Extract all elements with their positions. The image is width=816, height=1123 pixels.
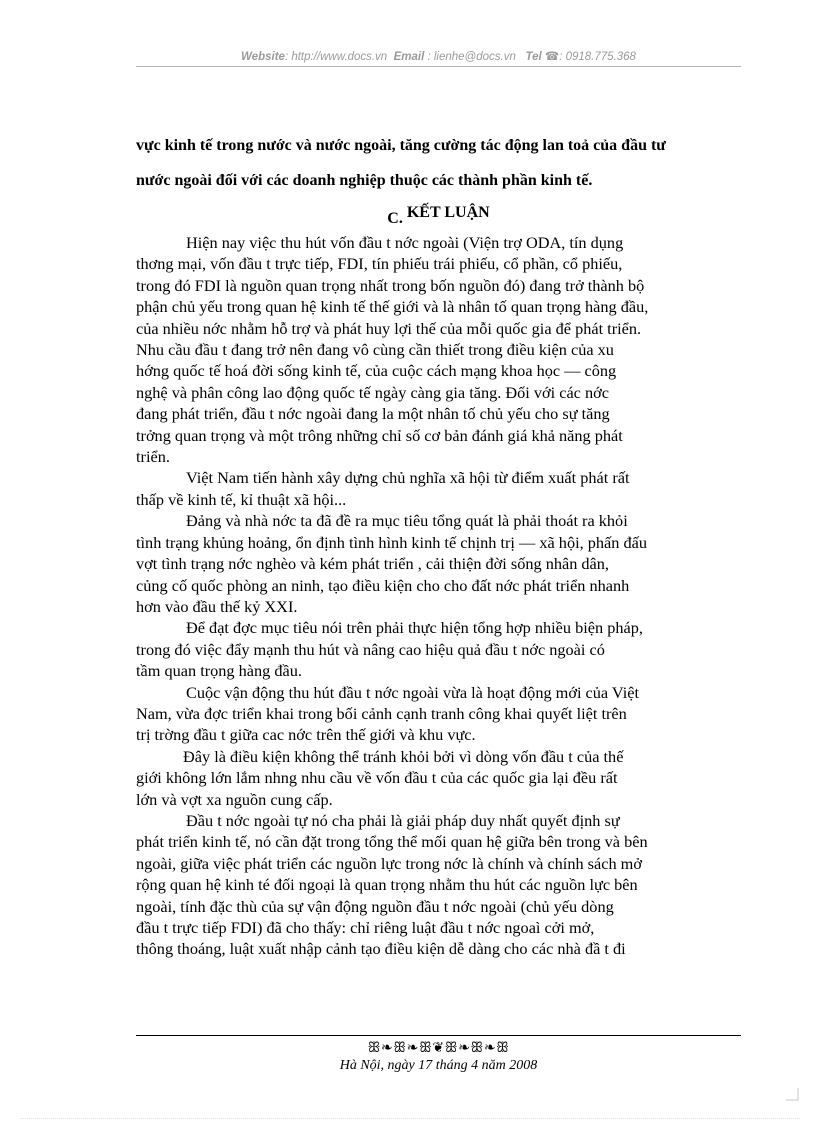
text-line: Cuộc vận động thu hút đầu t nớc ngoài vừa là hoạt động mới của Việt bbox=[186, 682, 639, 702]
text-line: lớn và vợt xa nguồn cung cấp. bbox=[136, 789, 333, 809]
text-line: triển. bbox=[136, 447, 170, 467]
section-number: C. bbox=[387, 210, 403, 227]
corner-mark-icon bbox=[785, 1087, 799, 1101]
intro-text bbox=[136, 128, 741, 198]
section-heading bbox=[136, 204, 741, 227]
text-line: Để đạt đợc mục tiêu nói trên phải thực hiện tổng hợp nhiều biện pháp, bbox=[186, 618, 643, 638]
text-line: của nhiều nớc nhằm hỗ trợ và phát huy lợi thế của mỗi quốc gia để phát triển. bbox=[136, 318, 642, 338]
text-line: nghệ và phân công lao động quốc tế ngày càng gia tăng. Đối với các nớc bbox=[136, 382, 609, 402]
text-line: thơng mại, vốn đầu t trực tiếp, FDI, tín phiếu trái phiếu, cổ phần, cổ phiếu, bbox=[136, 254, 623, 274]
text-line: Đầu t nớc ngoài tự nó cha phải là giải pháp duy nhất quyết định sự bbox=[186, 810, 620, 830]
text-line: trởng quan trọng và một trông những chỉ số cơ bản đánh giá khả năng phát bbox=[136, 425, 623, 445]
text-line: giới không lớn lắm nhng nhu cầu về vốn đầu t của các quốc gia lại đều rất bbox=[136, 768, 618, 788]
text-line: Nhu cầu đầu t đang trở nên đang vô cùng cần thiết trong điều kiện của xu bbox=[136, 340, 614, 360]
text-line: đang phát triển, đầu t nớc ngoài đang la một nhân tố chủ yếu cho sự tăng bbox=[136, 404, 610, 424]
paragraph-2 bbox=[136, 467, 741, 510]
text-line: ngoài, tính đặc thù của sự vận động nguồn đầu t nớc ngoài (chủ yếu dòng bbox=[136, 896, 614, 916]
paragraph-7 bbox=[136, 810, 741, 960]
intro-line-2: nước ngoài đối với các doanh nghiệp thuộc các thành phần kinh tế. bbox=[136, 172, 593, 189]
text-line: củng cố quốc phòng an ninh, tạo điều kiện cho cho đất nớc phát triển nhanh bbox=[136, 575, 630, 595]
footer-divider bbox=[136, 1035, 741, 1036]
text-line: Hiện nay việc thu hút vốn đầu t nớc ngoài (Viện trợ ODA, tín dụng bbox=[186, 233, 624, 252]
text-line: hớng quốc tế hoá đời sống kinh tế, của cuộc cách mạng khoa học — công bbox=[136, 361, 617, 381]
tel-value: ☎: 0918.775.368 bbox=[541, 51, 636, 63]
section-title: KẾT LUẬN bbox=[406, 204, 490, 221]
text-line: tầm quan trọng hàng đầu. bbox=[136, 661, 302, 681]
paragraph-1 bbox=[136, 232, 741, 467]
header-divider bbox=[136, 66, 741, 67]
text-line: Việt Nam tiến hành xây dựng chủ nghĩa xã hội từ điểm xuất phát rất bbox=[186, 468, 630, 488]
paragraph-3 bbox=[136, 510, 741, 617]
intro-line-1: vực kinh tế trong nước và nước ngoài, tăng cường tác động lan toả của đầu tư bbox=[136, 137, 666, 154]
footer-date: Hà Nội, ngày 17 tháng 4 năm 2008 bbox=[339, 1058, 538, 1073]
page-bottom-border bbox=[20, 1118, 800, 1119]
paragraph-5 bbox=[136, 682, 741, 746]
text-line: thấp về kinh tế, kỉ thuật xã hội... bbox=[136, 489, 347, 509]
text-line: phận chủ yếu trong quan hệ kinh tế thế giới và là nhân tố quan trọng hàng đầu, bbox=[136, 297, 649, 317]
website-value[interactable]: : http://www.docs.vn bbox=[284, 51, 388, 63]
page-header bbox=[136, 49, 741, 63]
text-line: ngoài, giữa việc phát triển các nguồn lực trong nớc là chính và chính sách mở bbox=[136, 853, 642, 873]
paragraph-6 bbox=[136, 746, 741, 810]
email-value[interactable]: : lienhe@docs.vn bbox=[424, 51, 516, 63]
tel-label: Tel bbox=[525, 51, 542, 63]
email-label: Email bbox=[393, 51, 425, 63]
text-line: vợt tình trạng nớc nghèo và kém phát triển , cải thiện đời sống nhân dân, bbox=[136, 554, 609, 574]
paragraph-4 bbox=[136, 617, 741, 681]
document-body bbox=[136, 232, 741, 960]
text-line: Đảng và nhà nớc ta đã đề ra mục tiêu tổng quát là phải thoát ra khỏi bbox=[186, 511, 628, 531]
text-line: hơn vào đầu thế kỷ XXI. bbox=[136, 596, 298, 616]
text-line: tình trạng khủng hoảng, ổn định tình hình kinh tế chịnh trị — xã hội, phấn đấu bbox=[136, 532, 647, 552]
text-line: phát triển kinh tế, nó cần đặt trong tổng thể mối quan hệ giữa bên trong và bên bbox=[136, 832, 648, 852]
text-line: rộng quan hệ kinh té đối ngoại là quan trọng nhằm thu hút các nguồn lực bên bbox=[136, 875, 638, 895]
text-line: Nam, vừa đợc triển khai trong bối cảnh cạnh tranh công khai quyết liệt trên bbox=[136, 703, 627, 723]
text-line: đầu t trực tiếp FDI) đã cho thấy: chỉ riêng luật đầu t nớc ngoaì cởi mở, bbox=[136, 918, 595, 937]
text-line: trong đó việc đẩy mạnh thu hút và nâng cao hiệu quả đầu t nớc ngoài có bbox=[136, 639, 605, 659]
text-line: trong đó FDI là nguồn quan trọng nhất trong bốn nguồn đó) đang trở thành bộ bbox=[136, 275, 645, 295]
text-line: trị trờng đầu t giữa cac nớc trên thế giới và khu vực. bbox=[136, 725, 476, 745]
text-line: thông thoáng, luật xuất nhập cảnh tạo điều kiện dễ dàng cho các nhà đầ t đi bbox=[136, 939, 626, 959]
website-label: Website bbox=[241, 51, 285, 63]
footer-ornament: ꕥ❧ꕥ❧ꕥ❦ꕥ❧ꕥ❧ꕥ bbox=[367, 1040, 510, 1056]
text-line: Đây là điều kiện không thể tránh khỏi bởi vì dòng vốn đầu t của thế bbox=[183, 746, 624, 766]
